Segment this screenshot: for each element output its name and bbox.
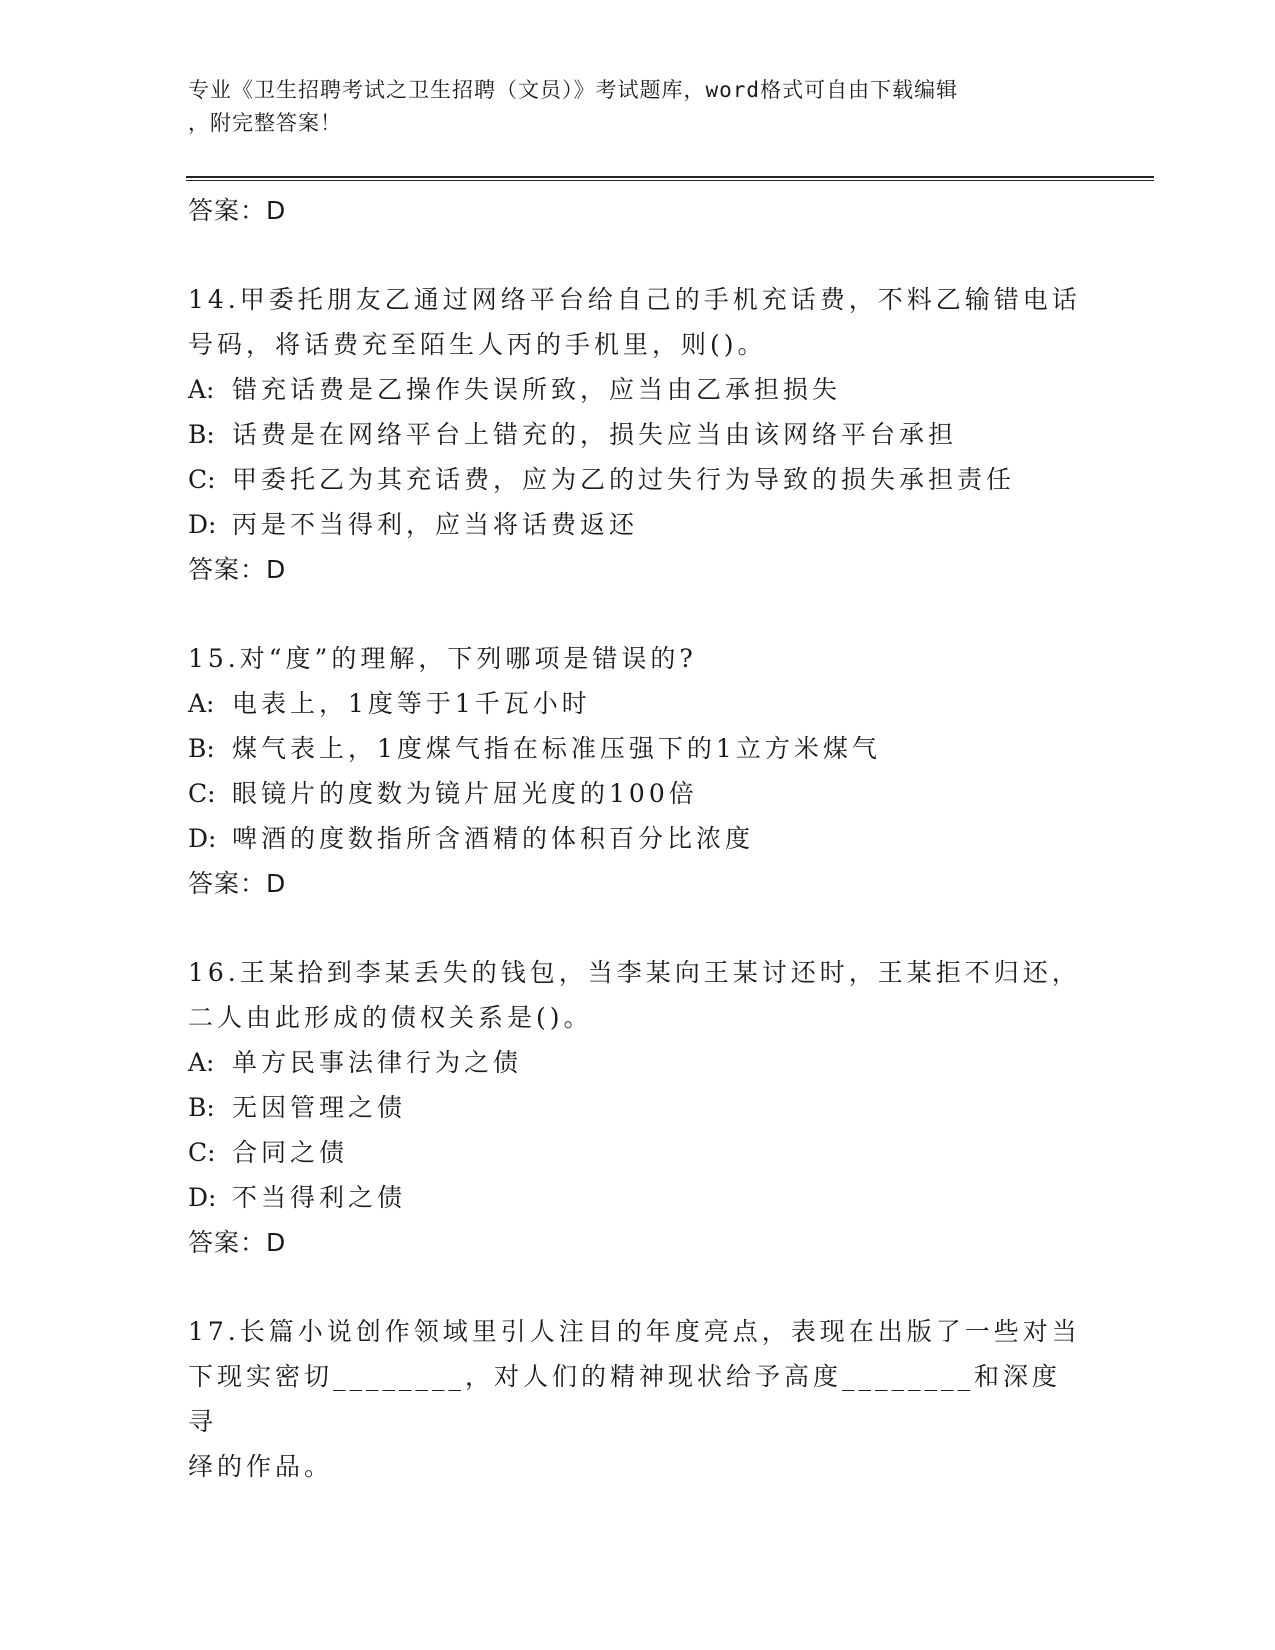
option-letter: B: [188,1093,215,1122]
option-b [188,412,1088,457]
question-stem-line: 号码，将话费充至陌生人丙的手机里，则()。 [188,330,767,359]
option-d [188,816,1088,861]
option-letter: D: [188,824,217,853]
option-text: 煤气表上，1度煤气指在标准压强下的1立方米煤气 [232,734,881,763]
answer-line: 答案：D [188,555,287,584]
spacer [188,907,1088,950]
question-14 [188,277,1088,593]
page-header [188,74,1068,140]
option-text: 合同之债 [232,1138,349,1167]
question-stem-line: 17.长篇小说创作领域里引人注目的年度亮点，表现在出版了一些对当 [188,1317,1081,1346]
option-text: 啤酒的度数指所含酒精的体积百分比浓度 [232,824,755,853]
spacer [188,1266,1088,1309]
option-text: 单方民事法律行为之债 [232,1048,523,1077]
question-stem-line: 15.对“度”的理解，下列哪项是错误的? [188,644,697,673]
question-17 [188,1309,1088,1489]
option-text: 甲委托乙为其充话费，应为乙的过失行为导致的损失承担责任 [232,465,1016,494]
answer-line: 答案：D [188,869,287,898]
option-c [188,1130,1088,1175]
option-b [188,726,1088,771]
option-letter: B: [188,734,215,763]
option-letter: C: [188,779,216,808]
question-16 [188,950,1088,1266]
option-letter: C: [188,1138,216,1167]
option-text: 丙是不当得利，应当将话费返还 [232,510,639,539]
option-letter: A: [188,375,215,404]
question-stem-line: 14.甲委托朋友乙通过网络平台给自己的手机充话费，不料乙输错电话 [188,285,1081,314]
option-text: 话费是在网络平台上错充的，损失应当由该网络平台承担 [232,420,958,449]
option-letter: B: [188,420,215,449]
option-letter: C: [188,465,216,494]
option-d [188,502,1088,547]
header-divider [186,176,1154,181]
option-letter: A: [188,1048,215,1077]
answer-line: 答案：D [188,196,287,225]
option-a [188,367,1088,412]
option-text: 眼镜片的度数为镜片屈光度的100倍 [232,779,698,808]
question-stem-line: 16.王某拾到李某丢失的钱包，当李某向王某讨还时，王某拒不归还， [188,958,1081,987]
question-stem-line: 下现实密切________，对人们的精神现状给予高度________和深度寻 [188,1362,1062,1436]
option-text: 无因管理之债 [232,1093,407,1122]
option-text: 错充话费是乙操作失误所致，应当由乙承担损失 [232,375,842,404]
header-line-1: 专业《卫生招聘考试之卫生招聘（文员）》考试题库，word格式可自由下载编辑 [188,78,959,102]
question-stem-line: 二人由此形成的债权关系是()。 [188,1003,593,1032]
question-stem-line: 绎的作品。 [188,1452,334,1481]
option-letter: D: [188,1183,217,1212]
spacer [188,593,1088,636]
option-b [188,1085,1088,1130]
option-letter: A: [188,689,215,718]
question-list [188,188,1088,1489]
option-c [188,457,1088,502]
option-text: 电表上，1度等于1千瓦小时 [232,689,591,718]
question-15 [188,636,1088,907]
spacer [188,234,1088,277]
header-line-2: ，附完整答案！ [188,111,342,135]
option-a [188,1040,1088,1085]
option-d [188,1175,1088,1220]
option-a [188,681,1088,726]
answer-line: 答案：D [188,1228,287,1257]
option-letter: D: [188,510,217,539]
option-text: 不当得利之债 [232,1183,407,1212]
option-c [188,771,1088,816]
